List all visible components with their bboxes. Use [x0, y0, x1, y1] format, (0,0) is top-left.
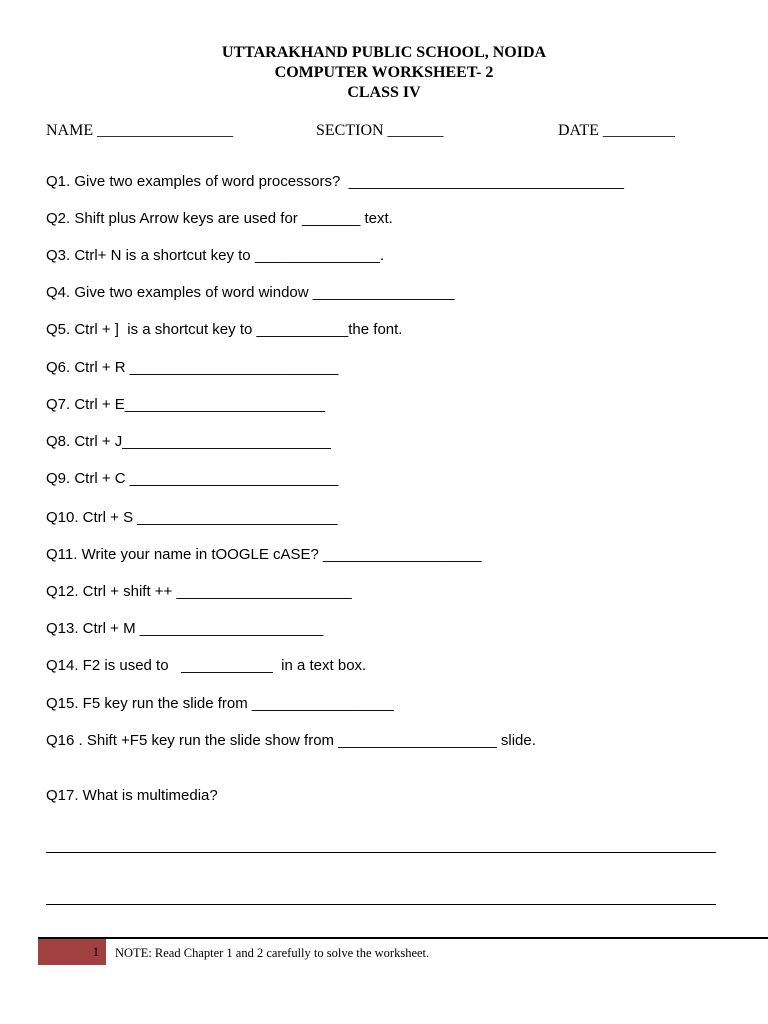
question-14: Q14. F2 is used to ___________ in a text box. — [46, 657, 367, 674]
question-3: Q3. Ctrl+ N is a shortcut key to _______________. — [46, 247, 385, 264]
class-label: CLASS IV — [347, 84, 421, 101]
worksheet-title: COMPUTER WORKSHEET- 2 — [274, 64, 494, 81]
question-5: Q5. Ctrl + ] is a shortcut key to ___________the font. — [46, 321, 403, 338]
question-15: Q15. F5 key run the slide from _________________ — [46, 695, 394, 712]
question-6: Q6. Ctrl + R _________________________ — [46, 359, 339, 376]
school-name: UTTARAKHAND PUBLIC SCHOOL, NOIDA — [221, 44, 547, 61]
footer-note: NOTE: Read Chapter 1 and 2 carefully to solve the worksheet. — [115, 946, 430, 960]
section-field: SECTION _______ — [316, 122, 444, 139]
question-9: Q9. Ctrl + C _________________________ — [46, 470, 339, 487]
question-10: Q10. Ctrl + S ________________________ — [46, 509, 338, 526]
answer-line — [46, 904, 716, 905]
page-number: 1 — [92, 945, 99, 959]
question-11: Q11. Write your name in tOOGLE cASE? ___________________ — [46, 546, 482, 563]
name-field: NAME _________________ — [46, 122, 234, 139]
question-16: Q16 . Shift +F5 key run the slide show from ___________________ slide. — [46, 732, 536, 749]
question-8: Q8. Ctrl + J_________________________ — [46, 433, 331, 450]
question-1: Q1. Give two examples of word processors? _________________________________ — [46, 173, 624, 190]
question-4: Q4. Give two examples of word window _________________ — [46, 284, 455, 301]
question-2: Q2. Shift plus Arrow keys are used for _______ text. — [46, 210, 393, 227]
date-field: DATE _________ — [558, 122, 675, 139]
footer-rule — [38, 937, 768, 939]
question-13: Q13. Ctrl + M ______________________ — [46, 620, 324, 637]
question-12: Q12. Ctrl + shift ++ _____________________ — [46, 583, 352, 600]
footer-accent-box — [38, 939, 106, 965]
question-17: Q17. What is multimedia? — [46, 787, 218, 804]
answer-line — [46, 852, 716, 853]
question-7: Q7. Ctrl + E________________________ — [46, 396, 325, 413]
